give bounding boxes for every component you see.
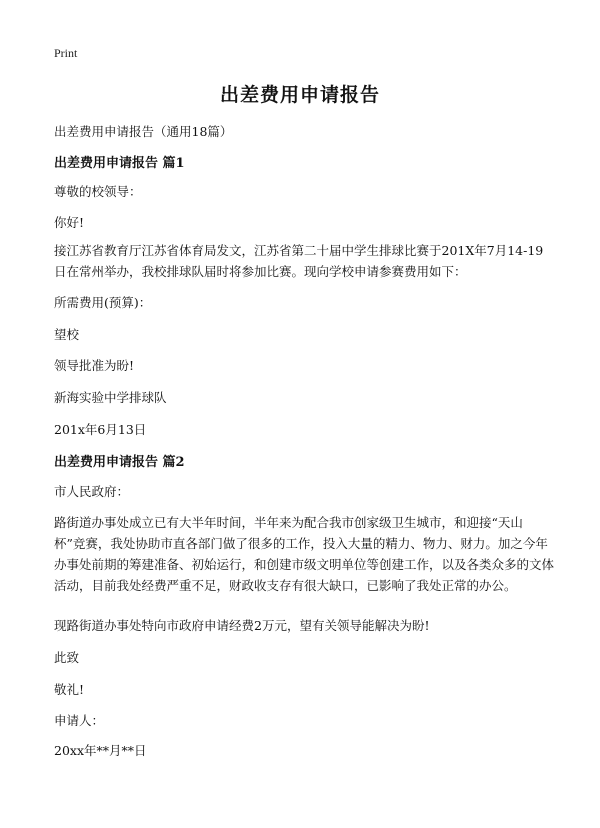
article-2-date: 20xx年**月**日 — [54, 743, 147, 758]
article-1-heading: 出差费用申请报告 篇1 — [54, 156, 185, 171]
article-1-greeting: 你好! — [54, 215, 85, 230]
page-title: 出差费用申请报告 — [219, 84, 380, 106]
article-2-applicant: 申请人： — [54, 713, 105, 728]
article-2-salutation: 市人民政府： — [54, 484, 130, 499]
article-2-request: 现路街道办事处特向市政府申请经费2万元，望有关领导能解决为盼! — [54, 618, 430, 633]
article-2-closing-1: 此致 — [54, 650, 80, 665]
article-1-budget-label: 所需费用(预算)： — [54, 295, 152, 310]
article-1-approval: 领导批准为盼! — [54, 358, 135, 373]
article-1-date: 201x年6月13日 — [54, 422, 147, 437]
article-2-heading: 出差费用申请报告 篇2 — [54, 455, 185, 470]
article-1-signer: 新海实验中学排球队 — [54, 390, 167, 405]
article-1-salutation: 尊敬的校领导： — [54, 184, 142, 199]
article-2-closing-2: 敬礼! — [54, 682, 85, 697]
print-link[interactable]: Print — [54, 46, 78, 60]
document-subtitle: 出差费用申请报告（通用18篇） — [54, 124, 233, 139]
article-2-body: 路街道办事处成立已有大半年时间，半年来为配合我市创家级卫生城市，和迎接“天山杯”竞赛，我处协助市直各部门做了很多的工作，投入大量的精力、物力、财力。加之今年办事处前期的筹建准备、初始运行，和创建市级文明单位等创建工作，以及各类众多的文体活动，目前我处经费严重不足，财政收支存有很大缺口，已影响了我处正常的办公。 — [54, 515, 555, 593]
article-1-hope: 望校 — [54, 327, 80, 342]
article-1-body: 接江苏省教育厅江苏省体育局发文，江苏省第二十届中学生排球比赛于201X年7月14-19日在常州举办，我校排球队届时将参加比赛。现向学校申请参赛费用如下： — [54, 243, 544, 279]
